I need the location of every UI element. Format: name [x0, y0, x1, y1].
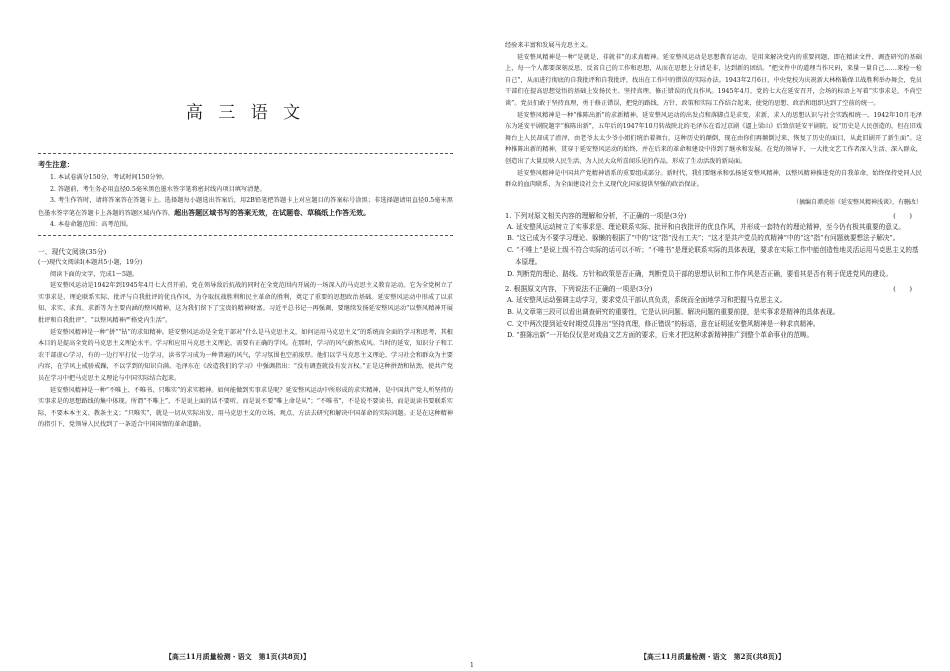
answer-blank: ( ) — [893, 211, 912, 220]
question-1-stem — [505, 210, 922, 222]
dashed-divider — [38, 153, 453, 154]
passage-paragraph: 延安整风精神是一种“推陈出新”的求新精神。延安整风运动的出发点和落脚点是求变、求新，求人的思想认识与社会实践相统一。1942年10月毛泽东为延安平剧院题字“推陈出新”，五年后的1947年10月转战陕北的毛泽东在看过京剧《逼上梁山》后致信延安平剧院，说“历史是人民创造的，但在旧戏舞台上人民却成了渣滓，由老爷太太少爷小姐们统治着舞台，这种历史的颠倒，现在由你们再颠倒过来，恢复了历史的面目，从此旧剧开了新生面”。这种推陈出新的精神，贯穿于延安整风运动的始终，并在后来的革命和建设中得到了继承和发展。在党的领导下，一大批文艺工作者深入生活、深入群众，创造出了大量反映人民生活、为人民大众所喜闻乐见的作品，形成了生动活泼的新局面。 — [505, 111, 922, 165]
question-1-option-a: A. 延安整风运动树立了实事求是、理论联系实际、批评和自我批评的优良作风，并形成一套特有的理论精神，至今仍有极其重要的意义。 — [507, 222, 905, 231]
source-caption: （摘编自谭虎娃《延安整风精神浅谈》，有删改） — [792, 198, 922, 206]
question-1-option-c: C. “不唯上”是说上级不符合实际的话可以不听；“不唯书”是理论联系实际的具体表现，要求在实际工作中能创造性地灵活运用马克思主义的基本原理。 — [507, 246, 919, 266]
question-2-option-d: D. “推陈出新”一开始仅仅是对戏曲文艺方面的要求，后来才把这种求新精神推广到整个革命事业的范畴。 — [507, 331, 814, 340]
question-stem-text: 2. 根据原文内容，下列说法不正确的一项是(3分) — [505, 285, 653, 294]
notice-heading: 考生注意： — [38, 160, 74, 169]
notice-item: 1. 本试卷满分150分，考试时间150分钟。 — [50, 174, 169, 181]
passage-paragraph: 经验来丰富和发展马克思主义。 — [505, 42, 592, 49]
page-footer: 【高三11月质量检测・语文 第1页(共8页)】 — [164, 652, 311, 661]
question-2-option-c: C. 文中两次提到延安时期党员推出“坚持真理，修正错误”的标语，意在证明延安整风精神是一种求真精神。 — [507, 319, 820, 328]
notice-item: 4. 本卷命题范围：高考范围。 — [50, 221, 133, 229]
page-number: 1 — [470, 662, 474, 669]
question-1-option-b: B. “这已成为不要学习理论、躲懒的根据了”中的“这”指“没有工夫”；“这才是共产党员的真精神”中的“这”指“有问题就要想法子解决”。 — [507, 234, 900, 243]
passage-paragraph: 延安整风精神是中国共产党精神谱系的重要组成部分。新时代，我们要继承和弘扬延安整风精神，以整风精神推进党的自我革命，始终保持党同人民群众的血肉联系，为全面建设社会主义现代化国家提供坚强的政治保证。 — [505, 169, 922, 189]
dashed-divider — [38, 235, 453, 236]
notice-item: 2. 答题前，考生务必用直径0.5毫米黑色墨水签字笔将密封线内项目填写清楚。 — [50, 185, 266, 193]
passage-paragraph: 延安整风精神是一种“拼”“钻”的求知精神。延安整风运动是全党干部对“什么是马克思主义，如何运用马克思主义”的系统而全面的学习和思考，其根本目的是提高全党的马克思主义理论水平。学习和应用马克思主义理论，需要有正确的学风。在那时，学习的风气蔚然成风。当时的延安，知识分子和工农干部虚心学习，有的一边行军打仗一边学习，读书学习成为一种普遍的风气，学习氛围也空前浓厚。他们以学马克思主义理论、学习社会和群众为主要内容，在学风上戒骄戒躁，不以学到的知识自满。毛泽东在《改造我们的学习》中强调指出：“没有调查就没有发言权。”正是这种拼劲和钻劲，使共产党员在学习中把马克思主义理论与中国实际结合起来。 — [38, 328, 453, 382]
notice-item — [38, 195, 453, 219]
passage-paragraph: 延安整风精神是一种“不唯上、不唯书、只唯实”的求实精神。如何能做到实事求是呢？延安整风运动中所形成的求实精神，是中国共产党人所坚持的实事求是的思想路线的集中体现。所谓“不唯上”，不是说上面的话不要听，而是说不要“唯上命是从”；“不唯书”，不是说不要读书，而是说读书要联系实际，不要本本主义、教条主义；“只唯实”，就是一切从实际出发，用马克思主义的立场、观点、方法去研究和解决中国革命的实际问题。正是在这种精神的指引下，党领导人民找到了一条适合中国国情的革命道路。 — [38, 386, 453, 429]
subsection-heading: (一)现代文阅读Ⅰ(本题共5小题，19分) — [38, 258, 143, 266]
section-heading: 一、现代文阅读(35分) — [38, 247, 107, 256]
notice-item-text: 3. 考生作答时，请将答案答在答题卡上。选择题每小题选出答案后，用2B铅笔把答题卡上对应题目的答案标号涂黑；非选择题请用直径0.5毫米黑色墨水签字笔在答题卡上各题的答题区域内作答， — [38, 197, 453, 217]
reading-instruction: 阅读下面的文字，完成1～5题。 — [50, 270, 139, 278]
page-footer: 【高三11月质量检测・语文 第2页(共8页)】 — [639, 652, 786, 661]
question-2-stem — [505, 283, 922, 295]
question-2-option-a: A. 延安整风运动强调主动学习，要求党员干部认真负责，系统而全面地学习和把握马克思主义。 — [507, 296, 787, 305]
answer-blank: ( ) — [893, 285, 912, 294]
question-2-option-b: B. 从文章第三段可以看出调查研究的重要性，它是认识问题、解决问题的重要前提，是实事求是精神的具体表现。 — [507, 307, 840, 316]
question-1-option-d: D. 判断党的理论、路线、方针和政策是否正确，判断党员干部的思想认识和工作作风是否正确，要看其是否有利于促进党风的建设。 — [507, 269, 893, 278]
exam-title: 高 三 语 文 — [185, 103, 306, 123]
passage-paragraph: 延安整风精神是一种“是就是，非就非”的求真精神。延安整风运动是思想教育运动，是用来解决党内的重要问题，即在精读文件、调查研究的基础上，每一个人都要深刻反思，反省自己的工作和思想，从而在思想上分清是非，达到新的团结。“把文件中的道理当作尺码，来量一量自己……来检一检自己”，从而进行彻底的自我批评和自我批评，找出在工作中的错误的实际办法。1943年2月6日，中央党校为庆祝新大林格勒保卫战胜利举办舞会，党员干部们在提高思想觉悟的基础上发扬民主、坚持真理、修正错误的优良作风。1945年4月，党的七大在延安召开，会场的标语上写着“实事求是，不尚空谈”。党员们敢于坚持真理，勇于修正错误，把党的路线、方针、政策和实际工作结合起来，使党的思想、政治和组织达到了空前的统一。 — [505, 53, 922, 107]
exam-page-right — [475, 0, 950, 671]
notice-highlight: 超出答题区域书写的答案无效，在试题卷、草稿纸上作答无效。 — [174, 207, 371, 217]
passage-paragraph: 延安整风运动是1942年到1945年4月七大召开前，党在领导敌后抗战的同时在全党范围内开展的一场深入的马克思主义教育运动。它为全党树立了实事求是、理论联系实际、批评与自我批评的优良作风，为夺取抗战胜利和民主革命的胜利，奠定了重要的思想政治基础。延安整风运动中形成了以求知、求实、求真、求新等为主要内涵的整风精神，这为我们留下了宝贵的精神财富。习近平总书记一再强调，要继续发扬延安整风运动“以整风精神开展批评和自我批评”、“以整风精神严格党内生活”。 — [38, 282, 453, 324]
question-stem-text: 1. 下列对原文相关内容的理解和分析，不正确的一项是(3分) — [505, 211, 687, 220]
